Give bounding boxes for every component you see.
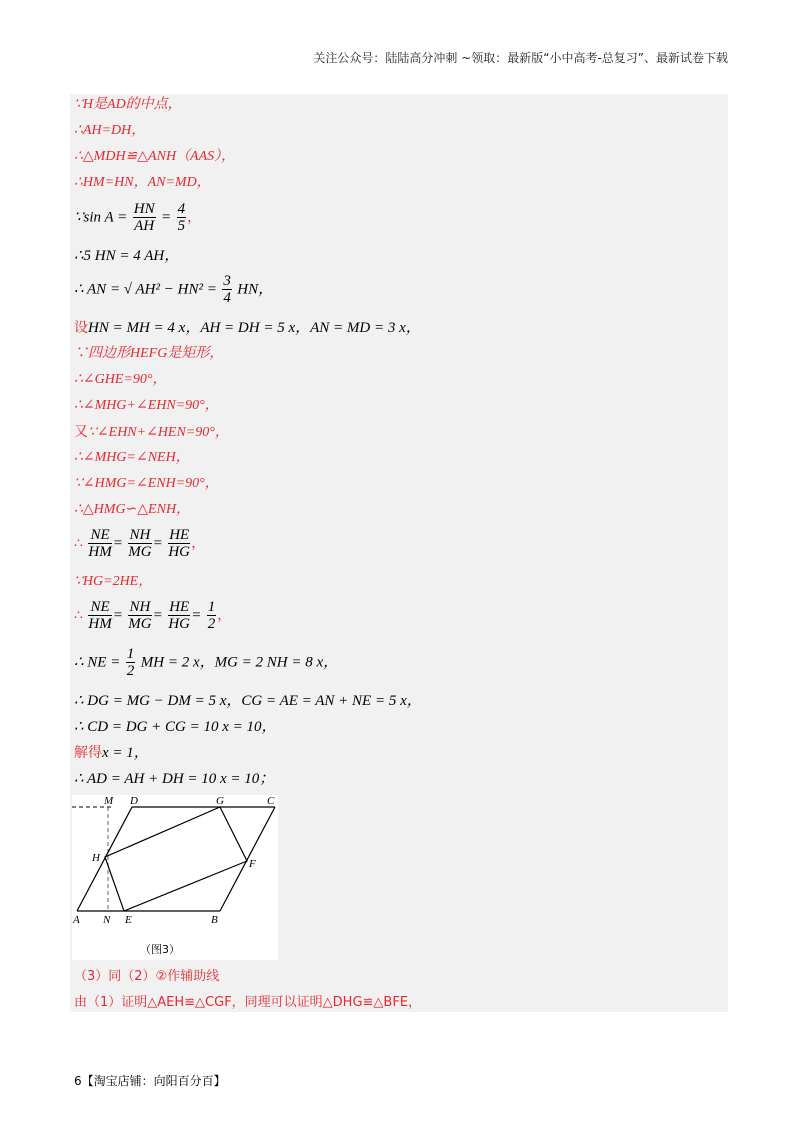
solution-line-17: ∵HG=2HE，	[74, 574, 153, 589]
sin-expression: ∵sin A =	[74, 209, 128, 226]
svg-text:E: E	[125, 914, 132, 926]
solution-line-15: ∴△HMG∽△ENH，	[74, 502, 191, 517]
svg-text:M: M	[104, 795, 114, 807]
geometry-figure-3	[72, 795, 278, 960]
solution-line-21: ∴ CD = DG + CG = 10 x = 10，	[74, 719, 277, 735]
solution-line-6: ∴5 HN = 4 AH，	[74, 248, 180, 264]
solution-line-7: ∴ AN = √ AH² − HN² = $\frac{3}{4}$ HN，	[74, 273, 274, 306]
solution-line-10: ∴∠GHE=90°，	[74, 372, 167, 387]
solution-line-22: 解得x = 1，	[74, 745, 149, 761]
page-footer: 6【淘宝店铺：向阳百分百】	[74, 1074, 226, 1088]
svg-text:A: A	[73, 914, 80, 926]
solution-line-2: ∴AH=DH，	[74, 123, 146, 138]
solution-line-1: ∵H是AD的中点，	[74, 97, 182, 112]
solution-line-16: ∴ $\frac{NE}{HM}$ = $\frac{NH}{MG}$ = $\frac{HE}{HG}$ ，	[74, 527, 206, 560]
svg-text:B: B	[211, 914, 218, 926]
fraction-hn-ah: $\frac{HN}{AH}$	[133, 201, 155, 234]
svg-text:H: H	[92, 852, 100, 864]
solution-line-11: ∴∠MHG+∠EHN=90°，	[74, 398, 219, 413]
solution-line-19: ∴ NE = $\frac{1}{2}$ MH = 2 x，MG = 2 NH = 8 x，	[74, 646, 339, 679]
solution-line-5: ∵sin A = $\frac{HN}{AH}$ = $\frac{4}{5}$ ，	[74, 201, 202, 234]
page-header: 关注公众号：陆陆高分冲刺 ~领取：最新版“小中高考-总复习”、最新试卷下载	[313, 51, 728, 65]
solution-line-8: 设HN = MH = 4 x，AH = DH = 5 x，AN = MD = 3 x，	[74, 320, 421, 336]
solution-line-20: ∴ DG = MG − DM = 5 x，CG = AE = AN + NE = 5 x，	[74, 693, 422, 709]
svg-text:C: C	[267, 795, 275, 807]
parallelogram-diagram	[72, 795, 278, 960]
solution-line-9: ∵四边形HEFG是矩形，	[74, 346, 224, 361]
solution-line-12: 又∵∠EHN+∠HEN=90°，	[74, 424, 229, 440]
svg-text:F: F	[249, 858, 256, 870]
fraction-3-4: $\frac{3}{4}$	[223, 273, 231, 306]
svg-text:（图3）: （图3）	[140, 943, 180, 956]
svg-text:N: N	[103, 914, 111, 926]
solution-line-24: （3）同（2）②作辅助线	[74, 969, 220, 984]
solution-line-25: 由（1）证明△AEH≌△CGF，同理可以证明△DHG≌△BFE，	[74, 995, 422, 1010]
solution-line-18: ∴ $\frac{NE}{HM}$ = $\frac{NH}{MG}$ = $\frac{HE}{HG}$ = $\frac{1}{2}$ ，	[74, 599, 232, 632]
solution-line-23: ∴ AD = AH + DH = 10 x = 10；	[74, 771, 275, 787]
solution-line-4: ∴HM=HN，AN=MD，	[74, 175, 211, 190]
solution-line-13: ∴∠MHG=∠NEH，	[74, 450, 190, 465]
svg-text:G: G	[216, 795, 224, 807]
solution-line-3: ∴△MDH≌△ANH（AAS），	[74, 149, 236, 164]
solution-line-14: ∵∠HMG=∠ENH=90°，	[74, 476, 219, 491]
fraction-4-5: $\frac{4}{5}$	[177, 201, 186, 234]
svg-text:D: D	[130, 795, 138, 807]
